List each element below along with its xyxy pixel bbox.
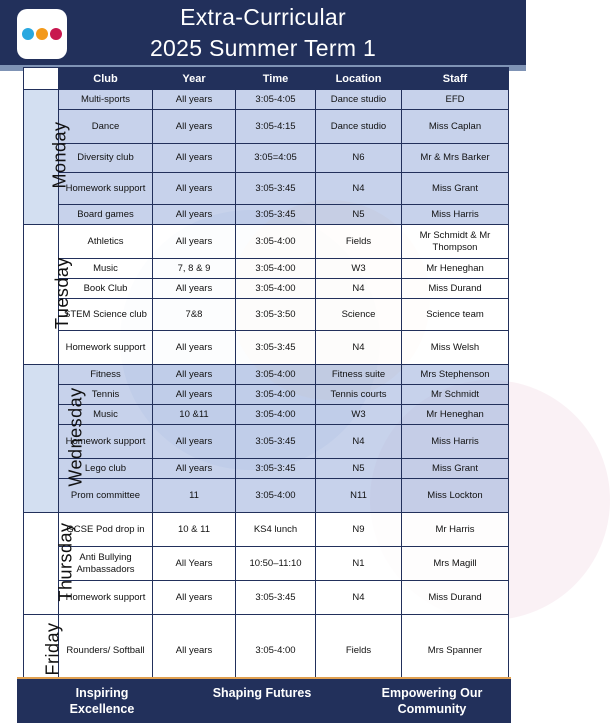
page-subtitle: 2025 Summer Term 1 <box>149 35 377 61</box>
table-row <box>24 425 509 459</box>
club-cell: Book Club <box>59 279 153 299</box>
staff-cell: Miss Durand <box>402 581 509 615</box>
staff-cell: Miss Caplan <box>402 110 509 144</box>
club-cell: Rounders/ Softball <box>59 615 153 687</box>
time-cell: 3:05-3:45 <box>236 205 316 225</box>
staff-cell: Miss Harris <box>402 205 509 225</box>
year-cell: All years <box>153 90 236 110</box>
year-cell: All years <box>153 459 236 479</box>
year-cell: 7, 8 & 9 <box>153 259 236 279</box>
club-cell: Homework support <box>59 331 153 365</box>
time-cell: 3:05-4:15 <box>236 110 316 144</box>
staff-cell: Mrs Stephenson <box>402 365 509 385</box>
club-cell: Homework support <box>59 425 153 459</box>
time-cell: 3:05-3:45 <box>236 581 316 615</box>
motto-shaping: Shaping Futures <box>212 686 312 700</box>
year-cell: All years <box>153 581 236 615</box>
staff-cell: Mr Heneghan <box>402 405 509 425</box>
day-cell-friday <box>24 615 63 687</box>
club-cell: STEM Science club <box>59 299 153 331</box>
time-cell: 3:05-3:45 <box>236 173 316 205</box>
location-cell: N4 <box>316 581 402 615</box>
club-cell: Lego club <box>59 459 153 479</box>
time-cell: 3:05-4:00 <box>236 259 316 279</box>
time-cell: 3:05-3:50 <box>236 299 316 331</box>
table-row <box>24 331 509 365</box>
time-cell: 3:05-4:00 <box>236 279 316 299</box>
club-cell: Anti Bullying Ambassadors <box>59 547 153 581</box>
day-label: Tuesday <box>51 256 72 329</box>
header-banner <box>0 0 526 65</box>
location-cell: N4 <box>316 279 402 299</box>
year-cell: 7&8 <box>153 299 236 331</box>
table-row <box>24 225 509 259</box>
staff-cell: Mr & Mrs Barker <box>402 144 509 173</box>
timetable <box>23 67 509 687</box>
table-row <box>24 459 509 479</box>
day-label: Friday <box>42 621 63 676</box>
year-cell: All years <box>153 279 236 299</box>
club-cell: GCSE Pod drop in <box>59 513 153 547</box>
location-cell: W3 <box>316 259 402 279</box>
club-cell: Multi-sports <box>59 90 153 110</box>
table-row <box>24 90 509 110</box>
table-row <box>24 365 509 385</box>
club-cell: Homework support <box>59 173 153 205</box>
staff-cell: Mr Schmidt & Mr Thompson <box>402 225 509 259</box>
table-row <box>24 385 509 405</box>
club-cell: Board games <box>59 205 153 225</box>
table-row <box>24 110 509 144</box>
time-cell: 3:05-4:00 <box>236 365 316 385</box>
time-cell: 3:05-3:45 <box>236 425 316 459</box>
location-cell: Science <box>316 299 402 331</box>
location-cell: N4 <box>316 331 402 365</box>
year-cell: All Years <box>153 547 236 581</box>
club-cell: Athletics <box>59 225 153 259</box>
column-header-year: Year <box>153 68 236 90</box>
table-row <box>24 144 509 173</box>
club-cell: Music <box>59 259 153 279</box>
table-row <box>24 279 509 299</box>
location-cell: N5 <box>316 205 402 225</box>
table-row <box>24 299 509 331</box>
staff-cell: Miss Lockton <box>402 479 509 513</box>
time-cell: 3:05=4:05 <box>236 144 316 173</box>
time-cell: 3:05-4:00 <box>236 479 316 513</box>
staff-cell: Mr Schmidt <box>402 385 509 405</box>
staff-cell: Miss Welsh <box>402 331 509 365</box>
time-cell: 3:05-4:00 <box>236 225 316 259</box>
day-cell-wednesday <box>24 365 86 513</box>
column-header-time: Time <box>236 68 316 90</box>
location-cell: N5 <box>316 459 402 479</box>
table-row <box>24 259 509 279</box>
staff-cell: Mr Harris <box>402 513 509 547</box>
day-cell-monday <box>24 90 70 225</box>
location-cell: Tennis courts <box>316 385 402 405</box>
motto-inspiring: Inspiring Excellence <box>69 686 135 716</box>
staff-cell: Miss Durand <box>402 279 509 299</box>
time-cell: 3:05-4:00 <box>236 615 316 687</box>
staff-cell: Miss Grant <box>402 459 509 479</box>
table-row <box>24 205 509 225</box>
time-cell: 10:50–11:10 <box>236 547 316 581</box>
location-cell: Dance studio <box>316 110 402 144</box>
table-row <box>24 405 509 425</box>
location-cell: N4 <box>316 173 402 205</box>
table-row <box>24 479 509 513</box>
day-cell-thursday <box>24 513 76 615</box>
table-row <box>24 581 509 615</box>
table-row <box>24 173 509 205</box>
location-cell: N9 <box>316 513 402 547</box>
time-cell: 3:05-3:45 <box>236 459 316 479</box>
location-cell: N6 <box>316 144 402 173</box>
column-header-location: Location <box>316 68 402 90</box>
footer-banner <box>17 679 511 723</box>
year-cell: 10 & 11 <box>153 513 236 547</box>
page-title: Extra-Curricular <box>180 4 346 30</box>
time-cell: 3:05-4:00 <box>236 385 316 405</box>
year-cell: All years <box>153 615 236 687</box>
day-label: Thursday <box>55 521 76 602</box>
location-cell: Fields <box>316 225 402 259</box>
table-row <box>24 547 509 581</box>
staff-cell: Mrs Magill <box>402 547 509 581</box>
column-header-club: Club <box>59 68 153 90</box>
year-cell: All years <box>153 385 236 405</box>
year-cell: All years <box>153 144 236 173</box>
club-cell: Homework support <box>59 581 153 615</box>
staff-cell: Science team <box>402 299 509 331</box>
year-cell: All years <box>153 425 236 459</box>
location-cell: Fitness suite <box>316 365 402 385</box>
column-header-staff: Staff <box>402 68 509 90</box>
club-cell: Tennis <box>59 385 153 405</box>
location-cell: W3 <box>316 405 402 425</box>
day-label: Monday <box>49 121 70 189</box>
club-cell: Dance <box>59 110 153 144</box>
staff-cell: Mr Heneghan <box>402 259 509 279</box>
year-cell: All years <box>153 365 236 385</box>
staff-cell: Mrs Spanner <box>402 615 509 687</box>
staff-cell: Miss Grant <box>402 173 509 205</box>
table-row <box>24 513 509 547</box>
year-cell: 10 &11 <box>153 405 236 425</box>
staff-cell: Miss Harris <box>402 425 509 459</box>
club-cell: Music <box>59 405 153 425</box>
location-cell: N4 <box>316 425 402 459</box>
location-cell: N11 <box>316 479 402 513</box>
time-cell: 3:05-4:05 <box>236 90 316 110</box>
header-row <box>24 68 509 90</box>
year-cell: All years <box>153 331 236 365</box>
year-cell: All years <box>153 225 236 259</box>
club-cell: Fitness <box>59 365 153 385</box>
time-cell: KS4 lunch <box>236 513 316 547</box>
table-row <box>24 615 509 687</box>
motto-empowering: Empowering Our Community <box>381 686 483 716</box>
year-cell: All years <box>153 110 236 144</box>
location-cell: Dance studio <box>316 90 402 110</box>
time-cell: 3:05-4:00 <box>236 405 316 425</box>
day-cell-tuesday <box>24 225 72 365</box>
club-cell: Prom committee <box>59 479 153 513</box>
day-label: Wednesday <box>65 386 86 487</box>
year-cell: All years <box>153 205 236 225</box>
corner-cell <box>24 68 59 90</box>
location-cell: N1 <box>316 547 402 581</box>
year-cell: 11 <box>153 479 236 513</box>
time-cell: 3:05-3:45 <box>236 331 316 365</box>
year-cell: All years <box>153 173 236 205</box>
club-cell: Diversity club <box>59 144 153 173</box>
staff-cell: EFD <box>402 90 509 110</box>
location-cell: Fields <box>316 615 402 687</box>
